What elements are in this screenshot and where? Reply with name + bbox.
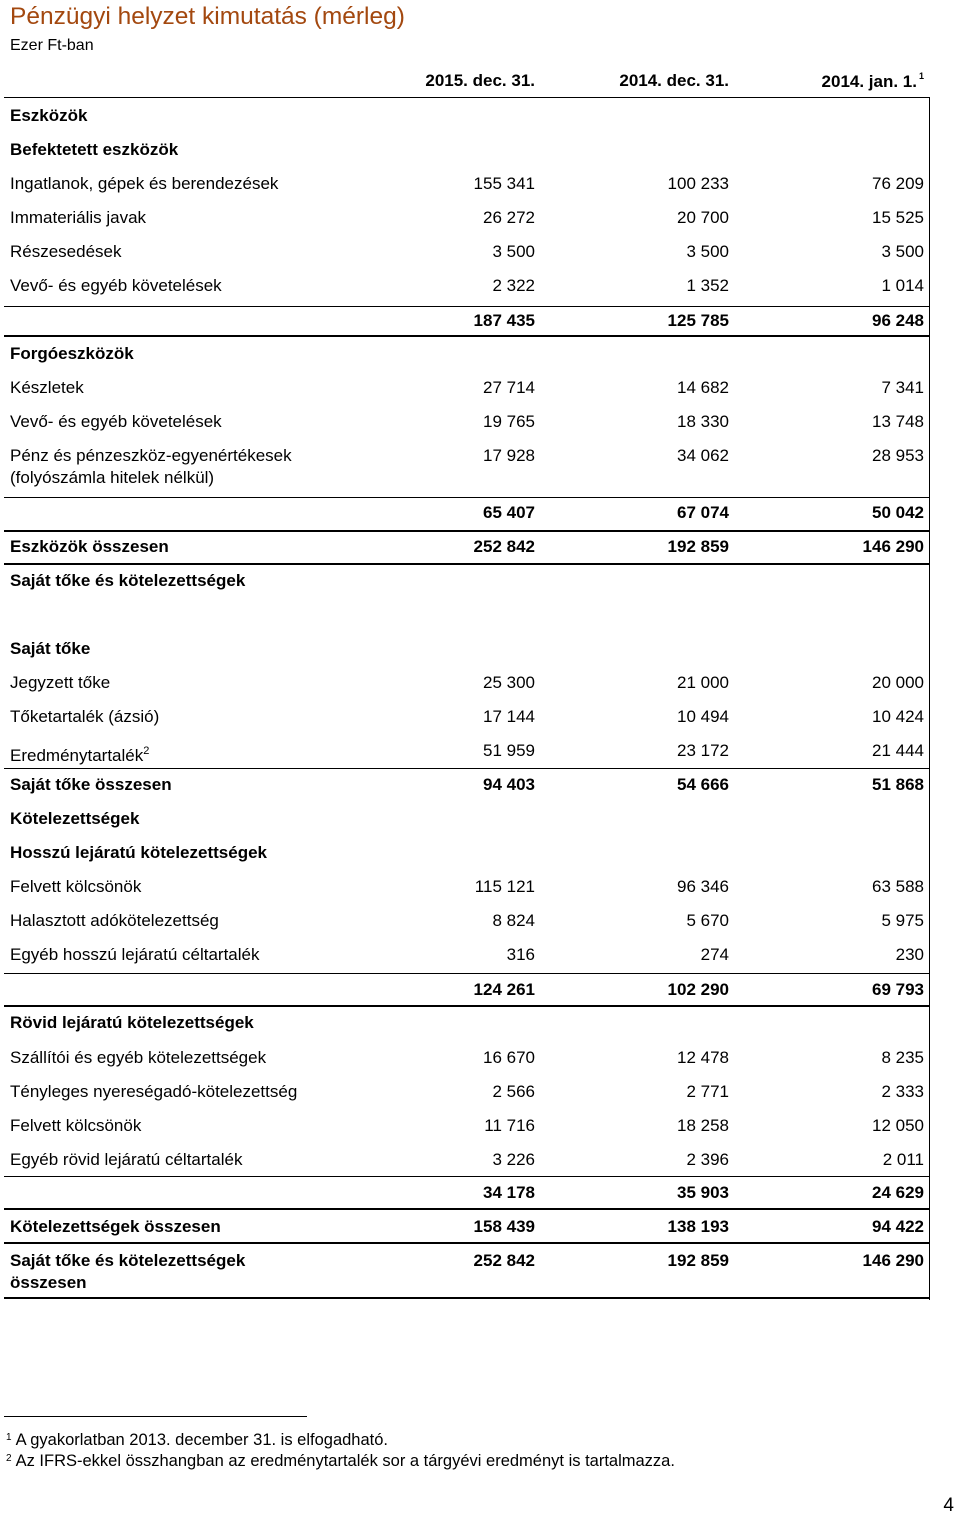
- table-top-rule: [4, 97, 930, 98]
- table-bottom-rule: [4, 1297, 930, 1299]
- column-header-2015: 2015. dec. 31.: [425, 71, 535, 90]
- footnote-separator: [4, 1416, 307, 1417]
- footnote-ref: 1: [918, 71, 924, 81]
- section-heading: Saját tőke és kötelezettségek: [10, 571, 246, 590]
- rule: [4, 973, 930, 974]
- table-row: Szállítói és egyéb kötelezettségek 16 670 12 478 8 235: [10, 1048, 924, 1067]
- rule: [4, 563, 930, 565]
- rule: [4, 1208, 930, 1210]
- table-row: Immateriális javak 26 272 20 700 15 525: [10, 208, 924, 227]
- table-row: Részesedések 3 500 3 500 3 500: [10, 242, 924, 261]
- rule: [4, 530, 930, 532]
- total-row: Saját tőke összesen 94 403 54 666 51 868: [10, 775, 924, 794]
- table-row: Tőketartalék (ázsió) 17 144 10 494 10 424: [10, 707, 924, 726]
- table-row: Készletek 27 714 14 682 7 341: [10, 378, 924, 397]
- rule: [4, 1176, 930, 1177]
- column-header-2014-dec: 2014. dec. 31.: [619, 71, 729, 90]
- footnote-ref: 2: [143, 745, 150, 757]
- column-header-2014-jan: 2014. jan. 1. $^1$: [821, 71, 924, 91]
- page-number: 4: [943, 1495, 954, 1516]
- table-row: Eredménytartalék$^2$ 51 959 23 172 21 444: [10, 741, 924, 765]
- section-heading: Rövid lejáratú kötelezettségek: [10, 1013, 254, 1032]
- table-row: Vevő- és egyéb követelések 2 322 1 352 1 014: [10, 276, 924, 295]
- grand-total-row: Saját tőke és kötelezettségek összesen 252 842 192 859 146 290: [10, 1251, 924, 1292]
- rule: [4, 306, 930, 307]
- table-row: Tényleges nyereségadó-kötelezettség 2 566 2 771 2 333: [10, 1082, 924, 1101]
- table-row: Felvett kölcsönök 11 716 18 258 12 050: [10, 1116, 924, 1135]
- footnote: $^1$ A gyakorlatban 2013. december 31. is elfogadható.: [6, 1431, 388, 1449]
- table-row: Ingatlanok, gépek és berendezések 155 341 100 233 76 209: [10, 174, 924, 193]
- table-row: Vevő- és egyéb követelések 19 765 18 330 13 748: [10, 412, 924, 431]
- rule: [4, 497, 930, 498]
- section-heading: Hosszú lejáratú kötelezettségek: [10, 843, 267, 862]
- rule: [4, 768, 930, 769]
- section-heading: Eszközök: [10, 106, 88, 125]
- section-heading: Forgóeszközök: [10, 344, 134, 363]
- table-row: Egyéb rövid lejáratú céltartalék 3 226 2 396 2 011: [10, 1150, 924, 1169]
- table-row: Jegyzett tőke 25 300 21 000 20 000: [10, 673, 924, 692]
- total-row: Kötelezettségek összesen 158 439 138 193 94 422: [10, 1217, 924, 1236]
- subtotal-row: 65 407 67 074 50 042: [483, 503, 924, 522]
- subtotal-row: 34 178 35 903 24 629: [483, 1183, 924, 1202]
- section-heading: Saját tőke: [10, 639, 91, 658]
- section-heading: Kötelezettségek: [10, 809, 140, 828]
- page-title: Pénzügyi helyzet kimutatás (mérleg): [10, 3, 405, 30]
- total-row: Eszközök összesen 252 842 192 859 146 290: [10, 537, 924, 556]
- rule: [4, 1242, 930, 1244]
- table-row: Pénz és pénzeszköz-egyenértékesek (folyószámla hitelek nélkül) 17 928 34 062 28 953: [10, 446, 924, 487]
- table-row: Felvett kölcsönök 115 121 96 346 63 588: [10, 877, 924, 896]
- unit-label: Ezer Ft-ban: [10, 37, 94, 54]
- footnote: $^2$ Az IFRS-ekkel összhangban az eredménytartalék sor a tárgyévi eredményt is tartalmazza.: [6, 1452, 675, 1470]
- subtotal-row: 187 435 125 785 96 248: [473, 311, 924, 330]
- table-row: Halasztott adókötelezettség 8 824 5 670 5 975: [10, 911, 924, 930]
- subtotal-row: 124 261 102 290 69 793: [473, 980, 924, 999]
- table-row: Egyéb hosszú lejáratú céltartalék 316 274 230: [10, 945, 924, 964]
- rule: [4, 1005, 930, 1007]
- section-heading: Befektetett eszközök: [10, 140, 179, 159]
